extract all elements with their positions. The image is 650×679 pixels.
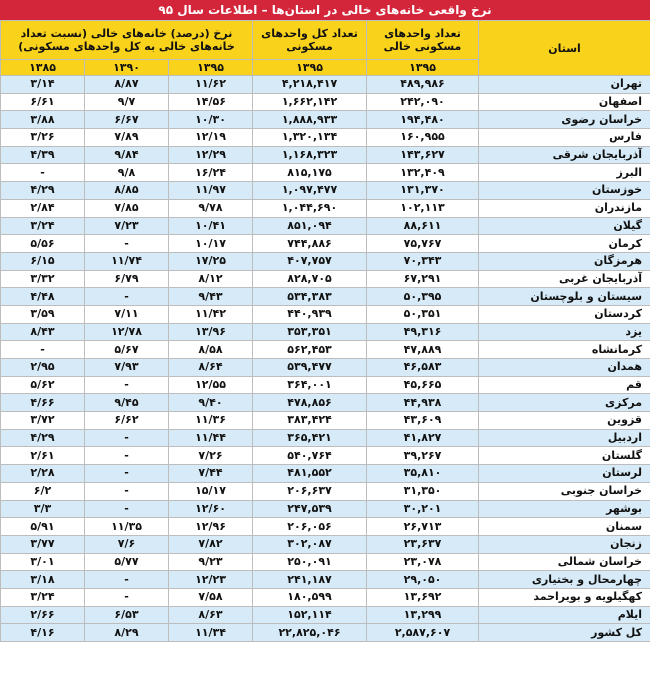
cell-rate-1395: ۸/۵۸ — [169, 341, 253, 359]
cell-vacant-units: ۵۰,۳۹۵ — [367, 288, 479, 306]
cell-rate-1395: ۱۰/۳۰ — [169, 111, 253, 129]
cell-total-units: ۱,۱۶۸,۳۲۳ — [253, 146, 367, 164]
cell-rate-1395: ۱۶/۲۴ — [169, 164, 253, 182]
year-total: ۱۳۹۵ — [253, 60, 367, 76]
cell-total-units: ۸۵۱,۰۹۴ — [253, 217, 367, 235]
cell-rate-1385: ۲/۸۴ — [1, 199, 85, 217]
cell-rate-1395: ۱۲/۲۳ — [169, 571, 253, 589]
cell-rate-1395: ۱۰/۱۷ — [169, 235, 253, 253]
cell-total-units: ۱,۰۹۷,۴۷۷ — [253, 182, 367, 200]
cell-province: سمنان — [479, 518, 650, 536]
cell-total-units: ۲۴۱,۱۸۷ — [253, 571, 367, 589]
cell-vacant-units: ۲۶,۷۱۳ — [367, 518, 479, 536]
cell-rate-1390: ۶/۵۳ — [85, 606, 169, 624]
table-row — [1, 482, 650, 500]
table-row — [1, 129, 650, 147]
cell-province: آذربایجان غربی — [479, 270, 650, 288]
cell-vacant-units: ۴۳,۶۰۹ — [367, 412, 479, 430]
cell-province: گیلان — [479, 217, 650, 235]
cell-rate-1390: ۸/۲۹ — [85, 624, 169, 642]
cell-vacant-units: ۴۷,۸۸۹ — [367, 341, 479, 359]
cell-province: تهران — [479, 76, 650, 94]
cell-vacant-units: ۴۸۹,۹۸۶ — [367, 76, 479, 94]
cell-vacant-units: ۲,۵۸۷,۶۰۷ — [367, 624, 479, 642]
cell-rate-1385: ۲/۹۵ — [1, 359, 85, 377]
cell-rate-1395: ۷/۲۶ — [169, 447, 253, 465]
cell-rate-1385: ۳/۱۴ — [1, 76, 85, 94]
cell-rate-1390: ۷/۲۳ — [85, 217, 169, 235]
vacancy-table — [0, 20, 650, 642]
cell-rate-1385: ۵/۵۶ — [1, 235, 85, 253]
cell-vacant-units: ۳۹,۲۶۷ — [367, 447, 479, 465]
cell-rate-1390: ۷/۸۹ — [85, 129, 169, 147]
cell-rate-1390: - — [85, 288, 169, 306]
cell-rate-1385: - — [1, 164, 85, 182]
table-body — [1, 76, 650, 642]
year-rate-1385: ۱۳۸۵ — [1, 60, 85, 76]
cell-rate-1385: ۵/۹۱ — [1, 518, 85, 536]
table-row — [1, 412, 650, 430]
cell-rate-1395: ۱۵/۱۷ — [169, 482, 253, 500]
cell-vacant-units: ۴۱,۸۲۷ — [367, 429, 479, 447]
cell-rate-1385: ۴/۲۹ — [1, 182, 85, 200]
cell-total-units: ۲۰۶,۶۳۷ — [253, 482, 367, 500]
cell-vacant-units: ۲۴۲,۰۹۰ — [367, 93, 479, 111]
cell-total-units: ۱۵۲,۱۱۴ — [253, 606, 367, 624]
cell-province: کرمان — [479, 235, 650, 253]
cell-rate-1395: ۱۲/۹۶ — [169, 518, 253, 536]
cell-vacant-units: ۷۵,۷۶۷ — [367, 235, 479, 253]
cell-total-units: ۱,۳۲۰,۱۳۴ — [253, 129, 367, 147]
table-row — [1, 146, 650, 164]
cell-rate-1385: ۳/۷۷ — [1, 535, 85, 553]
cell-province: فارس — [479, 129, 650, 147]
cell-total-units: ۳۶۵,۴۲۱ — [253, 429, 367, 447]
table-row — [1, 359, 650, 377]
cell-rate-1390: ۷/۹۳ — [85, 359, 169, 377]
cell-total-units: ۱,۶۶۲,۱۴۲ — [253, 93, 367, 111]
table-row — [1, 76, 650, 94]
cell-rate-1395: ۹/۷۸ — [169, 199, 253, 217]
header-row — [1, 21, 650, 60]
cell-rate-1390: ۹/۸۴ — [85, 146, 169, 164]
cell-total-units: ۵۳۹,۴۷۷ — [253, 359, 367, 377]
cell-rate-1385: ۳/۲۴ — [1, 217, 85, 235]
cell-rate-1390: ۹/۷ — [85, 93, 169, 111]
table-row — [1, 518, 650, 536]
cell-vacant-units: ۱۳۱,۳۷۰ — [367, 182, 479, 200]
cell-rate-1385: ۳/۱۸ — [1, 571, 85, 589]
cell-total-units: ۵۶۲,۴۵۳ — [253, 341, 367, 359]
cell-province: یزد — [479, 323, 650, 341]
cell-rate-1385: ۳/۲۶ — [1, 129, 85, 147]
cell-vacant-units: ۱۳,۲۹۹ — [367, 606, 479, 624]
cell-rate-1390: ۸/۸۵ — [85, 182, 169, 200]
cell-rate-1395: ۱۱/۳۶ — [169, 412, 253, 430]
cell-province: زنجان — [479, 535, 650, 553]
cell-rate-1395: ۷/۸۲ — [169, 535, 253, 553]
cell-rate-1390: - — [85, 429, 169, 447]
cell-vacant-units: ۵۰,۳۵۱ — [367, 305, 479, 323]
cell-province: البرز — [479, 164, 650, 182]
cell-rate-1395: ۱۳/۹۶ — [169, 323, 253, 341]
cell-rate-1385: ۶/۲ — [1, 482, 85, 500]
cell-rate-1385: ۳/۷۲ — [1, 412, 85, 430]
cell-vacant-units: ۴۵,۶۶۵ — [367, 376, 479, 394]
cell-vacant-units: ۳۰,۲۰۱ — [367, 500, 479, 518]
cell-province: کهگیلویه و بویراحمد — [479, 588, 650, 606]
cell-rate-1390: ۶/۷۹ — [85, 270, 169, 288]
cell-rate-1390: ۷/۶ — [85, 535, 169, 553]
cell-rate-1390: - — [85, 588, 169, 606]
cell-total-units: ۴۷۸,۸۵۶ — [253, 394, 367, 412]
cell-province: کرمانشاه — [479, 341, 650, 359]
header-province: استان — [479, 21, 650, 76]
cell-vacant-units: ۳۵,۸۱۰ — [367, 465, 479, 483]
cell-rate-1390: - — [85, 465, 169, 483]
cell-rate-1395: ۱۴/۵۶ — [169, 93, 253, 111]
cell-vacant-units: ۱۰۲,۱۱۳ — [367, 199, 479, 217]
cell-rate-1385: ۳/۸۸ — [1, 111, 85, 129]
table-row — [1, 535, 650, 553]
table-row — [1, 111, 650, 129]
table-row — [1, 164, 650, 182]
cell-rate-1395: ۱۱/۹۷ — [169, 182, 253, 200]
cell-province: مرکزی — [479, 394, 650, 412]
cell-total-units: ۵۳۴,۳۸۳ — [253, 288, 367, 306]
cell-total-units: ۳۶۴,۰۰۱ — [253, 376, 367, 394]
table-row — [1, 182, 650, 200]
table-row — [1, 606, 650, 624]
cell-rate-1395: ۷/۴۴ — [169, 465, 253, 483]
year-rate-1390: ۱۳۹۰ — [85, 60, 169, 76]
cell-rate-1385: ۲/۲۸ — [1, 465, 85, 483]
cell-rate-1395: ۹/۴۳ — [169, 288, 253, 306]
cell-rate-1390: ۵/۷۷ — [85, 553, 169, 571]
table-row — [1, 624, 650, 642]
cell-total-units: ۸۱۵,۱۷۵ — [253, 164, 367, 182]
cell-province: خراسان شمالی — [479, 553, 650, 571]
cell-province: خراسان رضوی — [479, 111, 650, 129]
cell-rate-1390: ۹/۴۵ — [85, 394, 169, 412]
cell-vacant-units: ۲۳,۶۳۷ — [367, 535, 479, 553]
cell-total-units: ۴۴۰,۹۳۹ — [253, 305, 367, 323]
cell-province: خوزستان — [479, 182, 650, 200]
cell-province: کردستان — [479, 305, 650, 323]
cell-rate-1390: ۷/۱۱ — [85, 305, 169, 323]
table-row — [1, 341, 650, 359]
table-row — [1, 500, 650, 518]
cell-rate-1395: ۱۱/۴۲ — [169, 305, 253, 323]
cell-vacant-units: ۱۶۰,۹۵۵ — [367, 129, 479, 147]
table-row — [1, 252, 650, 270]
cell-rate-1390: - — [85, 376, 169, 394]
table-row — [1, 217, 650, 235]
cell-total-units: ۲۴۷,۵۳۹ — [253, 500, 367, 518]
cell-rate-1385: ۳/۳۲ — [1, 270, 85, 288]
cell-rate-1390: ۹/۸ — [85, 164, 169, 182]
cell-total-units: ۴۸۱,۵۵۲ — [253, 465, 367, 483]
cell-rate-1390: - — [85, 571, 169, 589]
cell-total-units: ۵۴۰,۷۶۴ — [253, 447, 367, 465]
table-row — [1, 588, 650, 606]
table-row — [1, 323, 650, 341]
cell-province: مازندران — [479, 199, 650, 217]
cell-vacant-units: ۶۷,۲۹۱ — [367, 270, 479, 288]
cell-rate-1385: ۳/۰۱ — [1, 553, 85, 571]
cell-rate-1385: ۳/۳ — [1, 500, 85, 518]
year-rate-1395: ۱۳۹۵ — [169, 60, 253, 76]
cell-total-units: ۲۲,۸۲۵,۰۴۶ — [253, 624, 367, 642]
table-row — [1, 288, 650, 306]
cell-province: همدان — [479, 359, 650, 377]
table-row — [1, 429, 650, 447]
cell-rate-1390: - — [85, 447, 169, 465]
cell-rate-1385: ۸/۴۳ — [1, 323, 85, 341]
cell-rate-1385: - — [1, 341, 85, 359]
cell-rate-1390: ۶/۶۷ — [85, 111, 169, 129]
cell-vacant-units: ۱۹۴,۴۸۰ — [367, 111, 479, 129]
cell-total-units: ۳۸۳,۴۲۴ — [253, 412, 367, 430]
cell-total-units: ۷۴۴,۸۸۶ — [253, 235, 367, 253]
cell-vacant-units: ۸۸,۶۱۱ — [367, 217, 479, 235]
table-title: نرخ واقعی خانه‌های خالی در استان‌ها – اطلاعات سال ۹۵ — [0, 0, 650, 20]
cell-rate-1395: ۱۰/۴۱ — [169, 217, 253, 235]
cell-province: آذربایجان شرقی — [479, 146, 650, 164]
cell-rate-1395: ۱۱/۳۴ — [169, 624, 253, 642]
cell-rate-1390: - — [85, 235, 169, 253]
cell-rate-1390: ۸/۸۷ — [85, 76, 169, 94]
table-row — [1, 447, 650, 465]
cell-province: لرستان — [479, 465, 650, 483]
cell-total-units: ۳۰۲,۰۸۷ — [253, 535, 367, 553]
table-row — [1, 199, 650, 217]
table-row — [1, 305, 650, 323]
table-row — [1, 93, 650, 111]
cell-rate-1395: ۸/۱۲ — [169, 270, 253, 288]
cell-total-units: ۴,۲۱۸,۴۱۷ — [253, 76, 367, 94]
cell-province: بوشهر — [479, 500, 650, 518]
table-row — [1, 571, 650, 589]
year-vacant: ۱۳۹۵ — [367, 60, 479, 76]
cell-rate-1385: ۴/۴۸ — [1, 288, 85, 306]
cell-total-units: ۲۰۶,۰۵۶ — [253, 518, 367, 536]
cell-rate-1390: ۱۱/۷۴ — [85, 252, 169, 270]
table-row — [1, 376, 650, 394]
cell-rate-1385: ۳/۲۴ — [1, 588, 85, 606]
cell-province: قم — [479, 376, 650, 394]
cell-rate-1390: ۷/۸۵ — [85, 199, 169, 217]
table-row — [1, 394, 650, 412]
cell-province: ایلام — [479, 606, 650, 624]
cell-rate-1395: ۱۱/۴۴ — [169, 429, 253, 447]
cell-vacant-units: ۴۶,۵۸۳ — [367, 359, 479, 377]
table-row — [1, 270, 650, 288]
cell-total-units: ۱,۸۸۸,۹۳۳ — [253, 111, 367, 129]
cell-rate-1395: ۱۲/۱۹ — [169, 129, 253, 147]
cell-rate-1390: ۵/۶۷ — [85, 341, 169, 359]
header-vacant-units: تعداد واحدهای مسکونی خالی — [367, 21, 479, 60]
cell-province: کل کشور — [479, 624, 650, 642]
cell-rate-1390: ۱۲/۷۸ — [85, 323, 169, 341]
cell-rate-1395: ۱۲/۲۹ — [169, 146, 253, 164]
table-row — [1, 553, 650, 571]
cell-rate-1385: ۴/۶۶ — [1, 394, 85, 412]
cell-rate-1385: ۶/۶۱ — [1, 93, 85, 111]
table-row — [1, 235, 650, 253]
cell-rate-1395: ۹/۴۰ — [169, 394, 253, 412]
cell-vacant-units: ۱۳,۶۹۲ — [367, 588, 479, 606]
cell-total-units: ۱,۰۴۴,۶۹۰ — [253, 199, 367, 217]
cell-rate-1395: ۹/۲۳ — [169, 553, 253, 571]
cell-total-units: ۲۵۰,۰۹۱ — [253, 553, 367, 571]
cell-rate-1385: ۴/۱۶ — [1, 624, 85, 642]
cell-vacant-units: ۴۴,۹۳۸ — [367, 394, 479, 412]
cell-vacant-units: ۱۳۲,۴۰۹ — [367, 164, 479, 182]
header-total-units: تعداد کل واحدهای مسکونی — [253, 21, 367, 60]
cell-total-units: ۱۸۰,۵۹۹ — [253, 588, 367, 606]
cell-total-units: ۴۰۷,۷۵۷ — [253, 252, 367, 270]
cell-rate-1395: ۱۷/۲۵ — [169, 252, 253, 270]
cell-province: هرمزگان — [479, 252, 650, 270]
table-row — [1, 465, 650, 483]
header-rate: نرخ (درصد) خانه‌های خالی (نسبت تعداد خانه‌های خالی به کل واحدهای مسکونی) — [1, 21, 253, 60]
cell-rate-1385: ۵/۶۲ — [1, 376, 85, 394]
cell-rate-1390: - — [85, 500, 169, 518]
cell-rate-1395: ۸/۶۴ — [169, 359, 253, 377]
cell-rate-1390: - — [85, 482, 169, 500]
cell-rate-1390: ۶/۶۲ — [85, 412, 169, 430]
cell-rate-1385: ۲/۶۱ — [1, 447, 85, 465]
cell-province: اردبیل — [479, 429, 650, 447]
cell-rate-1385: ۴/۳۹ — [1, 146, 85, 164]
cell-province: اصفهان — [479, 93, 650, 111]
cell-rate-1395: ۱۲/۵۵ — [169, 376, 253, 394]
cell-vacant-units: ۳۱,۳۵۰ — [367, 482, 479, 500]
cell-rate-1385: ۶/۱۵ — [1, 252, 85, 270]
cell-rate-1385: ۳/۵۹ — [1, 305, 85, 323]
cell-vacant-units: ۷۰,۳۴۳ — [367, 252, 479, 270]
cell-rate-1385: ۴/۲۹ — [1, 429, 85, 447]
cell-rate-1395: ۱۱/۶۲ — [169, 76, 253, 94]
cell-rate-1395: ۱۲/۶۰ — [169, 500, 253, 518]
cell-province: چهارمحال و بختیاری — [479, 571, 650, 589]
cell-vacant-units: ۱۴۳,۶۲۷ — [367, 146, 479, 164]
cell-vacant-units: ۲۳,۰۷۸ — [367, 553, 479, 571]
cell-province: خراسان جنوبی — [479, 482, 650, 500]
cell-vacant-units: ۲۹,۰۵۰ — [367, 571, 479, 589]
cell-rate-1395: ۷/۵۸ — [169, 588, 253, 606]
cell-rate-1395: ۸/۶۳ — [169, 606, 253, 624]
cell-province: گلستان — [479, 447, 650, 465]
cell-rate-1385: ۲/۶۶ — [1, 606, 85, 624]
cell-vacant-units: ۴۹,۳۱۶ — [367, 323, 479, 341]
cell-total-units: ۳۵۳,۳۵۱ — [253, 323, 367, 341]
cell-province: سیستان و بلوچستان — [479, 288, 650, 306]
cell-total-units: ۸۲۸,۷۰۵ — [253, 270, 367, 288]
cell-province: قزوین — [479, 412, 650, 430]
cell-rate-1390: ۱۱/۳۵ — [85, 518, 169, 536]
